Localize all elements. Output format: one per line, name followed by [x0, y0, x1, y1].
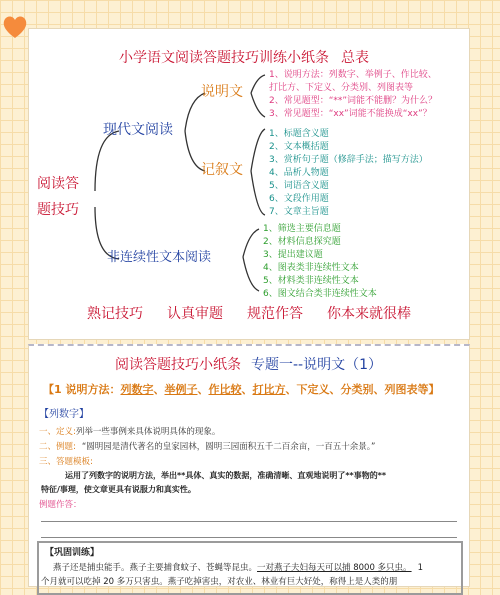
expository-card — [28, 344, 470, 587]
definition: 一、定义:列举一些事例来具体说明具体的现象。 — [39, 427, 221, 437]
list-item: 1、筛选主要信息题 — [263, 224, 341, 234]
template-label: 三、答题模板: — [39, 457, 93, 467]
template-line2: 特征/事理，使文章更具有说服力和真实性。 — [41, 485, 196, 494]
section-label: 【列数字】 — [39, 409, 89, 420]
sub-expository: 说明文 — [201, 84, 243, 100]
list-item: 2、材料信息探究题 — [263, 237, 341, 247]
list-item: 1、标题含义题 — [269, 129, 329, 139]
heart-icon — [0, 12, 30, 42]
slogan: 熟记技巧 — [87, 306, 143, 322]
exercise-title: 【巩固训练】 — [45, 548, 100, 558]
list-item: 3、常见题型：“xx”词能不能换成“xx”？ — [269, 109, 432, 119]
list-item: 5、词语含义题 — [269, 181, 329, 191]
list-item: 5、材料类非连续性文本 — [263, 276, 359, 286]
template-line1: 运用了列数字的说明方法，举出**具体、真实的数据，准确清晰、直观地说明了**事物的** — [65, 471, 387, 480]
list-item: 4、图表类非连续性文本 — [263, 263, 359, 273]
root-line1: 阅读答 — [37, 176, 79, 192]
list-item: 2、文本概括题 — [269, 142, 329, 152]
slogan: 你本来就很棒 — [327, 306, 411, 322]
branch-modern: 现代文阅读 — [103, 122, 173, 138]
list-item: 6、文段作用题 — [269, 194, 329, 204]
list-item: 打比方、下定义、分类别、列图表等 — [269, 83, 414, 93]
example: 二、例题: “圆明园是清代著名的皇家园林，圆明三园面积五千二百余亩，一百五十余景。” — [39, 442, 376, 452]
card2-title: 阅读答题技巧小纸条 专题一--说明文（1） — [115, 357, 383, 373]
summary-card — [28, 28, 470, 340]
list-item: 2、常见题型：“**”词能不能删？为什么？ — [269, 96, 438, 106]
practice-label: 例题作答： — [39, 500, 82, 510]
answer-line — [41, 537, 457, 538]
sub-narrative: 记叙文 — [201, 162, 243, 178]
summary-title: 小学语文阅读答题技巧训练小纸条 总表 — [119, 50, 369, 66]
slogan: 规范作答 — [247, 306, 303, 322]
list-item: 1、说明方法：列数字、举例子、作比较、 — [269, 70, 437, 80]
list-item: 6、图文结合类非连续性文本 — [263, 289, 377, 299]
exercise-line2: 个月就可以吃掉 20 多万只害虫。燕子吃掉害虫，对农业、林业有巨大好处，称得上是人类的朋 — [41, 577, 398, 587]
list-item: 7、文章主旨题 — [269, 207, 329, 217]
exercise-box — [37, 541, 463, 595]
list-item: 3、提出建议题 — [263, 250, 323, 260]
list-item: 3、赏析句子题（修辞手法；描写方法） — [269, 155, 428, 165]
exercise-line1: 燕子还是捕虫能手。燕子主要捕食蚊子、苍蝇等昆虫。一对燕子夫妇每天可以捕 8000 多只虫。 1 — [53, 563, 423, 573]
slogan: 认真审题 — [167, 306, 223, 322]
list-item: 4、品析人物题 — [269, 168, 329, 178]
branch-noncontinuous: 非连续性文本阅读 — [107, 250, 212, 265]
method-line: 【1 说明方法：列数字、举例子、作比较、打比方、下定义、分类别、列图表等】 — [43, 383, 440, 396]
root-line2: 题技巧 — [37, 202, 79, 218]
answer-line — [41, 521, 457, 522]
